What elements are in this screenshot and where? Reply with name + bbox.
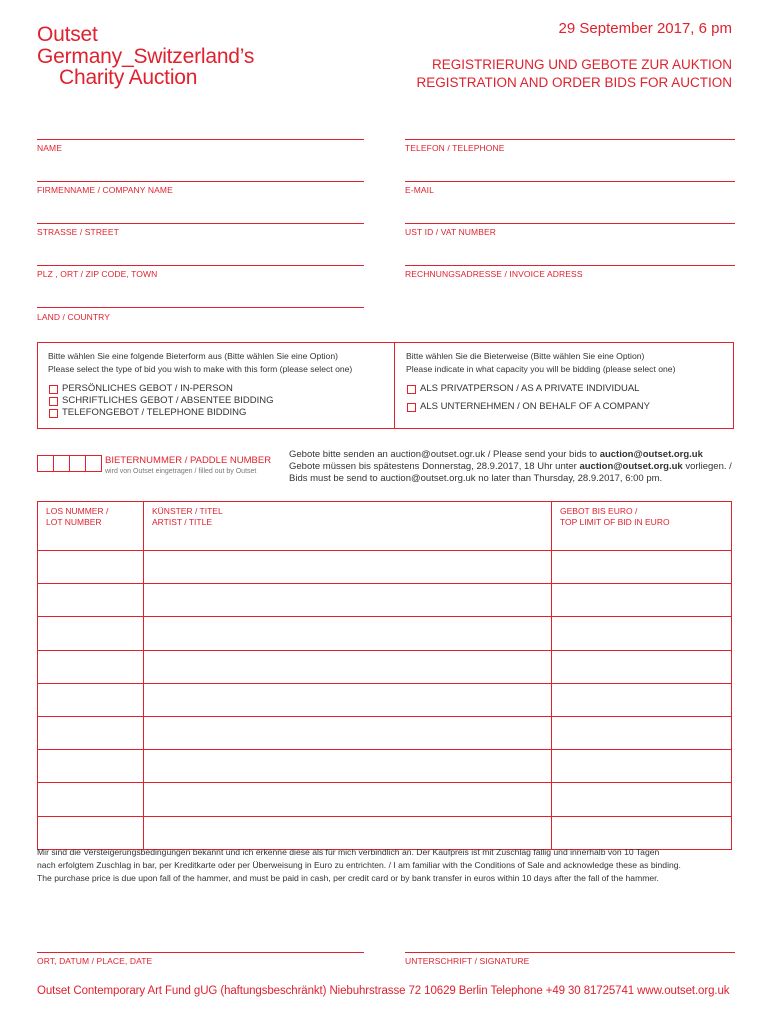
table-row[interactable] [38, 617, 732, 650]
table-row[interactable] [38, 683, 732, 716]
artist-cell[interactable] [144, 617, 552, 650]
paddle-number-boxes[interactable] [38, 455, 102, 472]
bid-cell[interactable] [552, 683, 732, 716]
bid-cell[interactable] [552, 551, 732, 584]
logo-line-3: Charity Auction [59, 66, 198, 89]
place-date-label: ORT, DATUM / PLACE, DATE [37, 956, 153, 966]
form-title [416, 56, 732, 91]
table-row[interactable] [38, 650, 732, 683]
bid-option-in-person[interactable]: PERSÖNLICHES GEBOT / IN-PERSON [49, 383, 233, 395]
company-label: FIRMENNAME / COMPANY NAME [37, 185, 173, 195]
zip-field-line[interactable] [37, 265, 364, 266]
artist-cell[interactable] [144, 716, 552, 749]
lot-cell[interactable] [38, 683, 144, 716]
options-box [37, 342, 734, 429]
lot-cell[interactable] [38, 617, 144, 650]
paddle-note: wird von Outset eingetragen / filled out by Outset [105, 468, 257, 475]
bids-table [37, 501, 732, 850]
logo-line-2: Germany_Switzerland’s [37, 44, 255, 68]
bid-cell[interactable] [552, 650, 732, 683]
signature-field-line[interactable] [405, 952, 735, 953]
send-info-line-2: Gebote müssen bis spätestens Donnerstag, 28.9.2017, 18 Uhr unter auction@outset.org.uk vorliegen. / [289, 461, 732, 472]
artist-cell[interactable] [144, 584, 552, 617]
lot-number-header: LOS NUMMER / LOT NUMBER [38, 502, 144, 551]
artist-cell[interactable] [144, 750, 552, 783]
options-divider [394, 343, 395, 428]
lot-cell[interactable] [38, 783, 144, 816]
artist-cell[interactable] [144, 783, 552, 816]
checkbox-icon[interactable] [407, 385, 416, 394]
checkbox-icon[interactable] [49, 385, 58, 394]
bid-cell[interactable] [552, 750, 732, 783]
country-field-line[interactable] [37, 307, 364, 308]
table-row[interactable] [38, 584, 732, 617]
invoice-field-line[interactable] [405, 265, 735, 266]
logo [37, 24, 254, 89]
paddle-digit-box[interactable] [37, 455, 54, 472]
terms-line-1: Mir sind die Versteigerungsbedingungen bekannt und ich erkenne diese als für mich verbindlich an. Der Kaufpreis ist mit Zuschlag fällig und innerhalb von 10 Tagen [37, 847, 660, 857]
paddle-digit-box[interactable] [69, 455, 86, 472]
artist-cell[interactable] [144, 816, 552, 849]
send-info-line-3: Bids must be send to auction@outset.org.uk no later than Thursday, 28.9.2017, 6:00 pm. [289, 473, 663, 484]
checkbox-icon[interactable] [49, 409, 58, 418]
table-row[interactable] [38, 816, 732, 849]
bid-type-instruction-en: Please select the type of bid you wish to make with this form (please select one) [48, 364, 353, 374]
email-label: E-MAIL [405, 185, 434, 195]
email-link[interactable]: auction@outset.org.uk [599, 449, 703, 460]
bid-option-telephone[interactable]: TELEFONGEBOT / TELEPHONE BIDDING [49, 407, 246, 419]
paddle-label: BIETERNUMMER / PADDLE NUMBER [105, 455, 272, 466]
checkbox-icon[interactable] [407, 403, 416, 412]
table-header-row [38, 502, 732, 551]
form-title-en: REGISTRATION AND ORDER BIDS FOR AUCTION [416, 74, 732, 90]
artist-title-header: KÜNSTER / TITEL ARTIST / TITLE [144, 502, 552, 551]
paddle-digit-box[interactable] [53, 455, 70, 472]
signature-label: UNTERSCHRIFT / SIGNATURE [405, 956, 530, 966]
email-link[interactable]: auction@outset.org.uk [579, 461, 683, 472]
terms-text [37, 846, 737, 885]
place-date-field-line[interactable] [37, 952, 364, 953]
street-label: STRASSE / STREET [37, 227, 119, 237]
footer-address: Outset Contemporary Art Fund gUG (haftungsbeschränkt) Niebuhrstrasse 72 10629 Berlin Telephone +49 30 81725741 www.outset.org.uk [37, 985, 730, 997]
zip-label: PLZ , ORT / ZIP CODE, TOWN [37, 269, 158, 279]
invoice-label: RECHNUNGSADRESSE / INVOICE ADRESS [405, 269, 583, 279]
checkbox-icon[interactable] [49, 397, 58, 406]
table-row[interactable] [38, 783, 732, 816]
bid-type-instruction-de: Bitte wählen Sie eine folgende Bieterform aus (Bitte wählen Sie eine Option) [48, 351, 338, 361]
capacity-instruction-de: Bitte wählen Sie die Bieterweise (Bitte wählen Sie eine Option) [406, 351, 645, 361]
street-field-line[interactable] [37, 223, 364, 224]
country-label: LAND / COUNTRY [37, 312, 111, 322]
event-date: 29 September 2017, 6 pm [558, 20, 732, 37]
terms-line-2: nach erfolgtem Zuschlag in bar, per Kreditkarte oder per Überweisung in Euro zu entrichten. / I am familiar with the Conditions of Sale and acknowledge these as binding. [37, 860, 681, 870]
capacity-option-company[interactable]: ALS UNTERNEHMEN / ON BEHALF OF A COMPANY [407, 401, 650, 413]
bid-limit-header: GEBOT BIS EURO / TOP LIMIT OF BID IN EURO [552, 502, 732, 551]
table-row[interactable] [38, 551, 732, 584]
lot-cell[interactable] [38, 584, 144, 617]
table-row[interactable] [38, 716, 732, 749]
send-info [289, 449, 739, 485]
telephone-label: TELEFON / TELEPHONE [405, 143, 505, 153]
bid-cell[interactable] [552, 783, 732, 816]
email-field-line[interactable] [405, 181, 735, 182]
bid-cell[interactable] [552, 816, 732, 849]
name-label: NAME [37, 143, 62, 153]
send-info-line-1: Gebote bitte senden an auction@outset.ogr.uk / Please send your bids to auction@outset.org.uk [289, 449, 703, 460]
artist-cell[interactable] [144, 650, 552, 683]
table-row[interactable] [38, 750, 732, 783]
name-field-line[interactable] [37, 139, 364, 140]
lot-cell[interactable] [38, 750, 144, 783]
lot-cell[interactable] [38, 816, 144, 849]
company-field-line[interactable] [37, 181, 364, 182]
capacity-instruction-en: Please indicate in what capacity you will be bidding (please select one) [406, 364, 676, 374]
logo-line-1: Outset [37, 23, 98, 46]
artist-cell[interactable] [144, 683, 552, 716]
form-title-de: REGISTRIERUNG UND GEBOTE ZUR AUKTION [431, 57, 732, 72]
bid-cell[interactable] [552, 584, 732, 617]
paddle-digit-box[interactable] [85, 455, 102, 472]
vat-label: UST ID / VAT NUMBER [405, 227, 497, 237]
lot-cell[interactable] [38, 650, 144, 683]
bid-cell[interactable] [552, 617, 732, 650]
bid-option-absentee[interactable]: SCHRIFTLICHES GEBOT / ABSENTEE BIDDING [49, 395, 274, 407]
artist-cell[interactable] [144, 551, 552, 584]
lot-cell[interactable] [38, 551, 144, 584]
vat-field-line[interactable] [405, 223, 735, 224]
terms-line-3: The purchase price is due upon fall of the hammer, and must be paid in cash, per credit card or by bank transfer in euros within 10 days after the fall of the hammer. [37, 873, 659, 883]
lot-cell[interactable] [38, 716, 144, 749]
capacity-option-private[interactable]: ALS PRIVATPERSON / AS A PRIVATE INDIVIDUAL [407, 383, 639, 395]
telephone-field-line[interactable] [405, 139, 735, 140]
bid-cell[interactable] [552, 716, 732, 749]
